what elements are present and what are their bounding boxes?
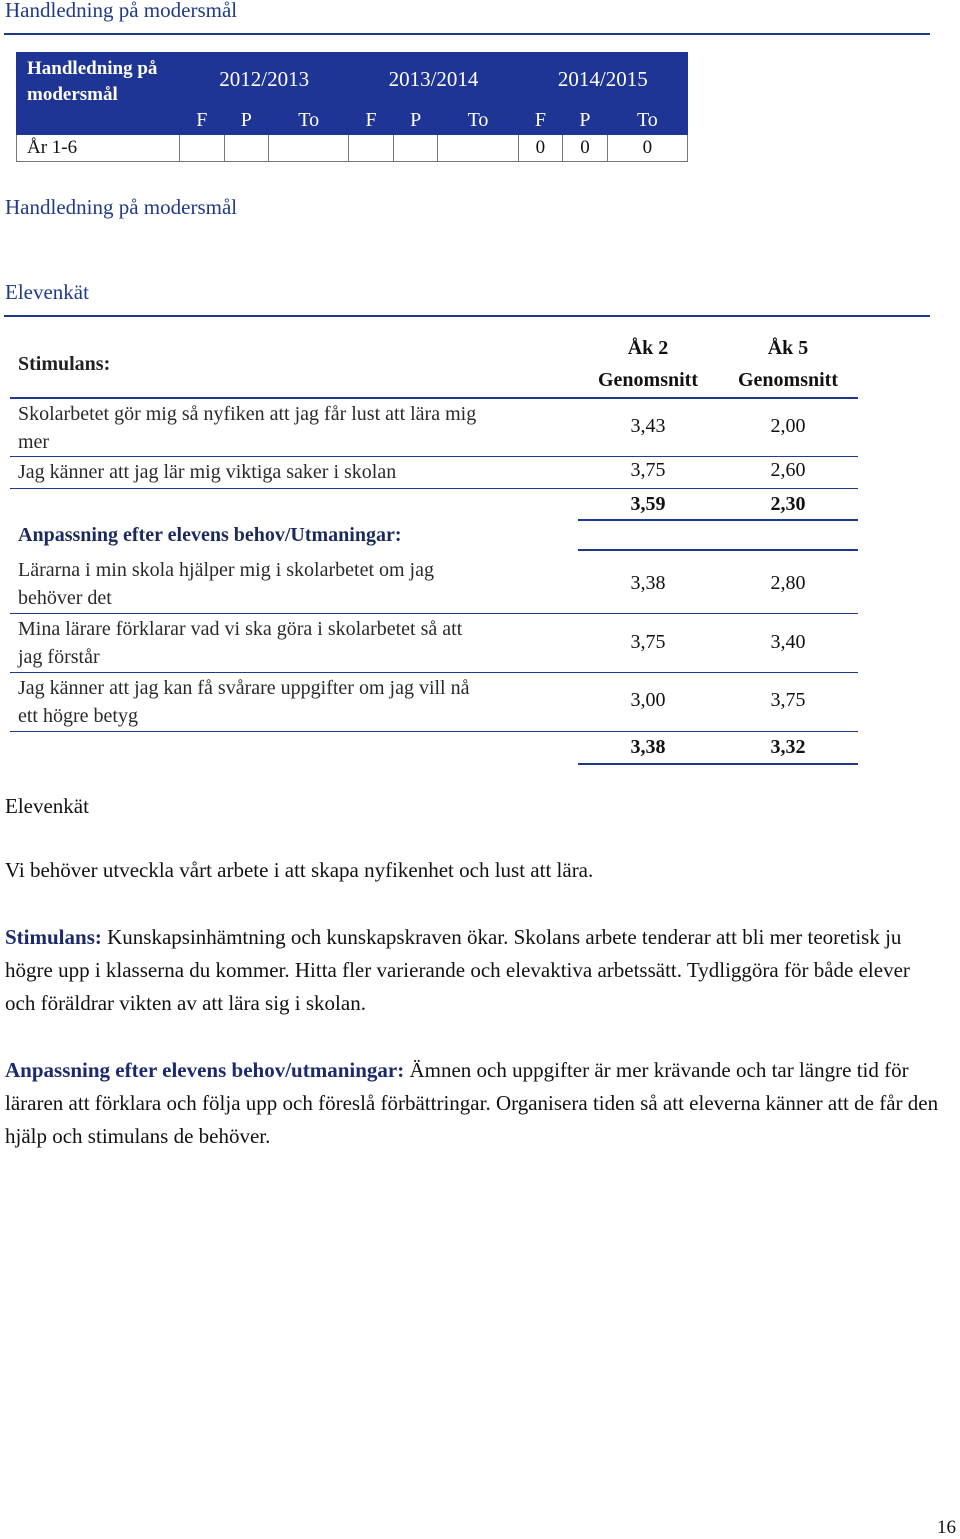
anp-avg-v1: 3,38 (630, 736, 666, 758)
sub-header: F (349, 106, 394, 135)
sub-header: To (438, 106, 518, 135)
col1-head: Åk 2 (627, 337, 669, 359)
sub-header: To (607, 106, 687, 135)
row-rule (10, 488, 858, 489)
anp-item-2-line2: jag förstår (18, 646, 100, 668)
col2-subhead: Genomsnitt (738, 369, 838, 391)
paragraph-3 (5, 1054, 945, 1153)
anp-item-3-line1: Jag känner att jag kan få svårare uppgifter om jag vill nå (18, 677, 470, 699)
anp-item-1-v1: 3,38 (630, 572, 666, 594)
paragraph-3-text: Ämnen och uppgifter är mer krävande och tar längre tid för läraren att förklara och följa upp och föreslå förbättringar. Organisera tiden så att eleverna känner att de får den hjälp och stimulans de behöver. (5, 1058, 939, 1148)
row-rule (578, 763, 858, 765)
stim-avg-v2: 2,30 (770, 493, 806, 515)
anp-item-2 (18, 615, 462, 671)
row-label: År 1-6 (17, 135, 180, 162)
anp-item-2-v1: 3,75 (630, 631, 666, 653)
table-cell (438, 135, 518, 162)
sub-header: F (180, 106, 225, 135)
table-cell: 0 (563, 135, 608, 162)
sub-header: F (518, 106, 563, 135)
row-rule (10, 731, 858, 732)
anp-item-1-line2: behöver det (18, 587, 112, 609)
anp-item-3-v1: 3,00 (630, 689, 666, 711)
year-header: 2013/2014 (349, 53, 518, 106)
paragraph-2-text: Kunskapsinhämtning och kunskapskraven ökar. Skolans arbete tenderar att bli mer teoretisk ju högre upp i klasserna du kommer. Hitta fler varierande och elevaktiva arbetssätt. Tydliggöra för både elever och föräldrar vikten av att lära sig i skolan. (5, 925, 910, 1015)
sub-header: P (563, 106, 608, 135)
row-rule (578, 549, 858, 551)
stim-item-1-v2: 2,00 (770, 415, 806, 437)
paragraph-1: Vi behöver utveckla vårt arbete i att skapa nyfikenhet och lust att lära. (5, 858, 594, 882)
stim-item-1 (18, 400, 476, 456)
table-cell (393, 135, 438, 162)
anp-item-1-line1: Lärarna i min skola hjälper mig i skolarbetet om jag (18, 559, 434, 581)
stim-item-1-line2: mer (18, 431, 50, 453)
table-cell: 0 (607, 135, 687, 162)
section-heading-elevenkat: Elevenkät (5, 280, 89, 304)
stimulans-label: Stimulans: (18, 353, 111, 375)
year-header: 2014/2015 (518, 53, 687, 106)
row-rule (578, 519, 858, 521)
page-number: 16 (937, 1517, 956, 1538)
heading-rule (4, 33, 930, 35)
elevenkat-label: Elevenkät (5, 794, 89, 818)
anpassning-label: Anpassning efter elevens behov/Utmaningar: (18, 524, 402, 546)
sub-header: P (393, 106, 438, 135)
table-cell (349, 135, 394, 162)
col1-subhead: Genomsnitt (598, 369, 698, 391)
section-heading-second: Handledning på modersmål (5, 195, 238, 219)
stim-avg-v1: 3,59 (630, 493, 666, 515)
heading-rule (4, 315, 930, 317)
anp-item-3-line2: ett högre betyg (18, 705, 138, 727)
anp-item-1-v2: 2,80 (770, 572, 806, 594)
anp-item-1 (18, 556, 434, 612)
anp-item-2-line1: Mina lärare förklarar vad vi ska göra i skolarbetet så att (18, 618, 463, 640)
row-rule (10, 672, 858, 673)
paragraph-2-label: Stimulans: (5, 925, 102, 949)
stim-item-2: Jag känner att jag lär mig viktiga saker i skolan (18, 461, 397, 483)
sub-header: To (269, 106, 349, 135)
table-row (17, 135, 688, 162)
col2-head: Åk 5 (767, 337, 809, 359)
stim-item-1-v1: 3,43 (630, 415, 666, 437)
paragraph-3-label: Anpassning efter elevens behov/utmaningar: (5, 1058, 405, 1082)
table-cell (180, 135, 225, 162)
anp-avg-v2: 3,32 (770, 736, 806, 758)
paragraph-2 (5, 921, 945, 1020)
sub-header: P (224, 106, 269, 135)
row-rule (10, 397, 858, 399)
guidance-table (16, 52, 688, 162)
anp-item-3 (18, 674, 470, 730)
stim-item-1-line1: Skolarbetet gör mig så nyfiken att jag får lust att lära mig (18, 403, 477, 425)
row-rule (10, 613, 858, 614)
anp-item-2-v2: 3,40 (770, 631, 806, 653)
year-header: 2012/2013 (180, 53, 349, 106)
table-cell: 0 (518, 135, 563, 162)
table-cell (224, 135, 269, 162)
row-rule (10, 456, 858, 457)
stim-item-2-v1: 3,75 (630, 459, 666, 481)
section-heading-top: Handledning på modersmål (5, 0, 238, 22)
anp-item-3-v2: 3,75 (770, 689, 806, 711)
table-corner-label: Handledning på modersmål (17, 53, 180, 135)
stim-item-2-v2: 2,60 (770, 459, 806, 481)
table-cell (269, 135, 349, 162)
